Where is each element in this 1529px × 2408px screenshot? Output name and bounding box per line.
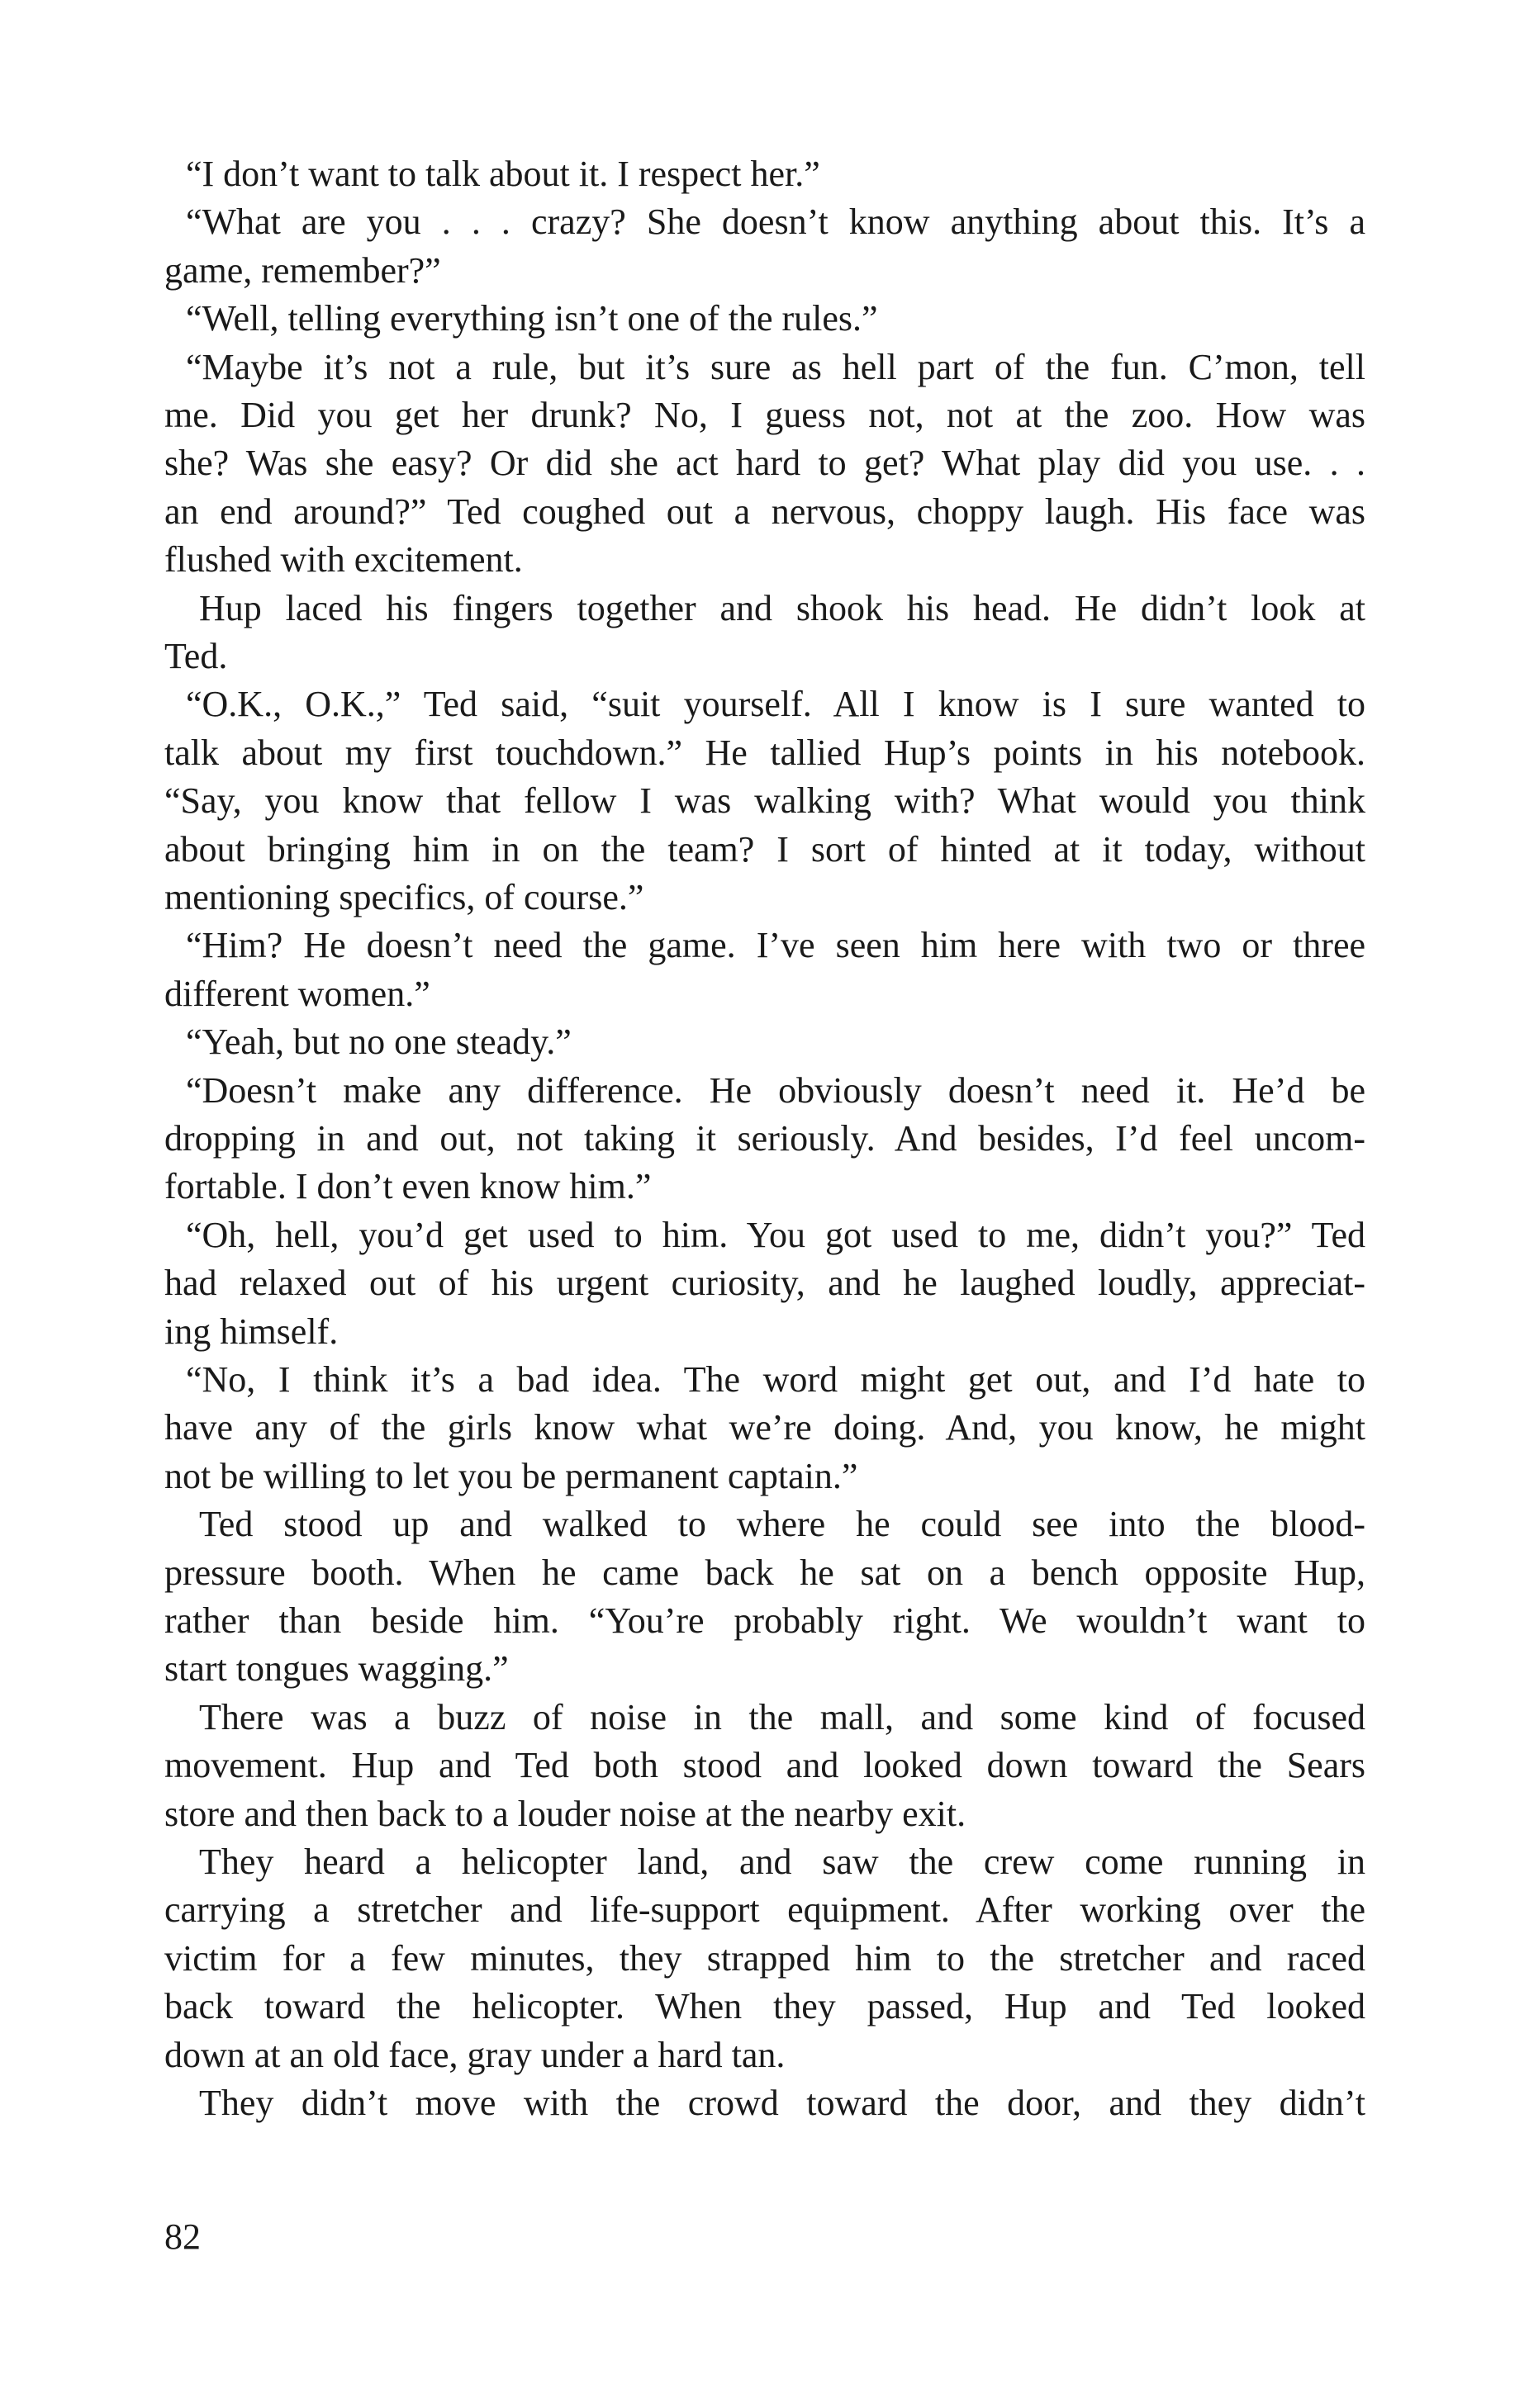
text-line: Hup laced his fingers together and shook his head. He didn’t look at bbox=[199, 587, 1365, 628]
text-line: fortable. I don’t even know him.” bbox=[164, 1166, 652, 1207]
text-line: “Him? He doesn’t need the game. I’ve seen him here with two or three bbox=[186, 925, 1365, 966]
text-line: an end around?” Ted coughed out a nervous, choppy laugh. His face was bbox=[164, 491, 1365, 532]
text-line: movement. Hup and Ted both stood and looked down toward the Sears bbox=[164, 1745, 1365, 1786]
text-line: have any of the girls know what we’re doing. And, you know, he might bbox=[164, 1407, 1365, 1448]
text-line: “Doesn’t make any difference. He obviously doesn’t need it. He’d be bbox=[186, 1069, 1365, 1111]
text-line: “Well, telling everything isn’t one of the rules.” bbox=[186, 298, 878, 339]
text-line: store and then back to a louder noise at the nearby exit. bbox=[164, 1793, 966, 1834]
text-line: carrying a stretcher and life-support equipment. After working over the bbox=[164, 1889, 1365, 1931]
text-line: Ted. bbox=[164, 636, 228, 676]
text-line: They didn’t move with the crowd toward the door, and they didn’t bbox=[199, 2083, 1365, 2123]
text-line: mentioning specifics, of course.” bbox=[164, 877, 644, 917]
text-line: pressure booth. When he came back he sat on a bench opposite Hup, bbox=[164, 1552, 1365, 1593]
text-line: “I don’t want to talk about it. I respect her.” bbox=[186, 154, 820, 194]
text-line: not be willing to let you be permanent captain.” bbox=[164, 1455, 858, 1496]
page-number: 82 bbox=[164, 2216, 201, 2257]
text-line: ing himself. bbox=[164, 1311, 339, 1352]
text-line: talk about my first touchdown.” He tallied Hup’s points in his notebook. bbox=[164, 732, 1365, 773]
text-line: back toward the helicopter. When they passed, Hup and Ted looked bbox=[164, 1986, 1365, 2027]
text-line: different women.” bbox=[164, 973, 430, 1014]
text-line: flushed with excitement. bbox=[164, 539, 523, 581]
text-line: “O.K., O.K.,” Ted said, “suit yourself. All I know is I sure wanted to bbox=[186, 684, 1365, 725]
text-line: “No, I think it’s a bad idea. The word might get out, and I’d hate to bbox=[186, 1359, 1365, 1400]
text-line: “Say, you know that fellow I was walking with? What would you think bbox=[164, 780, 1365, 822]
text-line: about bringing him in on the team? I sort of hinted at it today, without bbox=[164, 828, 1365, 870]
text-line: me. Did you get her drunk? No, I guess not, not at the zoo. How was bbox=[164, 395, 1365, 435]
text-line: game, remember?” bbox=[164, 249, 441, 291]
text-line: had relaxed out of his urgent curiosity, and he laughed loudly, appreciat- bbox=[164, 1263, 1365, 1304]
text-line: There was a buzz of noise in the mall, and some kind of focused bbox=[199, 1696, 1365, 1737]
text-line: “Maybe it’s not a rule, but it’s sure as hell part of the fun. C’mon, tell bbox=[186, 346, 1365, 387]
text-line: Ted stood up and walked to where he could see into the blood- bbox=[199, 1504, 1365, 1545]
text-line: victim for a few minutes, they strapped him to the stretcher and raced bbox=[164, 1937, 1365, 1979]
text-line: down at an old face, gray under a hard tan. bbox=[164, 2034, 786, 2075]
text-line: rather than beside him. “You’re probably right. We wouldn’t want to bbox=[164, 1600, 1365, 1641]
text-line: dropping in and out, not taking it seriously. And besides, I’d feel uncom- bbox=[164, 1118, 1365, 1159]
text-line: “Oh, hell, you’d get used to him. You got used to me, didn’t you?” Ted bbox=[186, 1214, 1365, 1255]
text-line: “What are you . . . crazy? She doesn’t know anything about this. It’s a bbox=[186, 201, 1365, 243]
text-line: she? Was she easy? Or did she act hard to get? What play did you use. . . bbox=[164, 443, 1365, 484]
text-line: start tongues wagging.” bbox=[164, 1648, 509, 1690]
text-line: They heard a helicopter land, and saw the crew come running in bbox=[199, 1842, 1365, 1882]
text-line: “Yeah, but no one steady.” bbox=[186, 1022, 572, 1063]
